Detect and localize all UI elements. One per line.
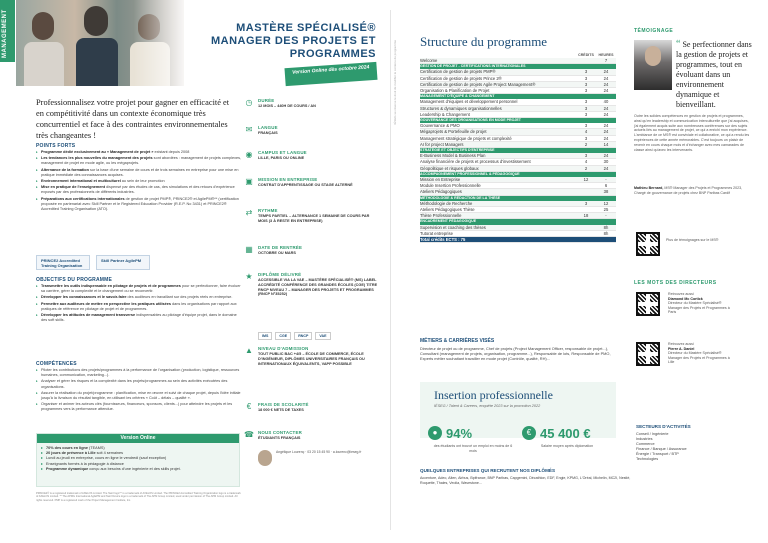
row-credits: 3 <box>576 69 596 75</box>
row-hours: 7 <box>596 58 616 64</box>
stat-salary-label: Salaire moyen après diplomation <box>540 444 594 448</box>
testimonial-signature: Mathieu Bernard, MS® Manager des Projets et Programmes 2023, Chargé de gouvernance de projets chez BNP Paribas Cardif <box>634 186 743 195</box>
accreditation-logo: RNCP <box>294 332 312 340</box>
mots-directeurs-heading: LES MOTS DES DIRECTEURS <box>634 280 717 286</box>
info-rentree: ▦ DATE DE RENTRÉE OCTOBRE OU MARS <box>245 245 303 255</box>
list-item: Industries <box>636 437 653 441</box>
row-label: ACCOMPAGNEMENT PROFESSIONNEL & PÉDAGOGIQUE <box>420 171 576 177</box>
list-item: ▸ Programme dédié exclusivement au « Management de projet » existant depuis 2008 <box>36 150 242 155</box>
info-frais: € FRAIS DE SCOLARITÉ 18 000 € NETS DE TAXES <box>244 400 382 430</box>
list-item: Commerce <box>636 442 655 446</box>
row-hours: 14 <box>596 141 616 147</box>
contact-icon: ☎ <box>244 430 254 439</box>
temoignage-heading: TÉMOIGNAGE <box>634 28 674 34</box>
competences-list <box>36 368 242 414</box>
row-label: Méthodologie de Recherche <box>420 201 576 207</box>
row-credits: 3 <box>576 201 596 207</box>
table-total-row <box>420 237 616 243</box>
list-item: ▸ Organiser et animer les acteurs clés (fournisseurs, financeurs, sponsors, clients...) pour atteindre les projets et les programmes vers la performance attendue. <box>36 402 242 412</box>
row-label: Certification de gestion de projets Agile Project Management® <box>420 81 576 87</box>
row-label: Géopolitique et risques globaux <box>420 165 576 171</box>
certification-logos <box>36 255 156 271</box>
pin-icon: ◉ <box>245 150 253 159</box>
row-hours: 8h <box>596 225 616 231</box>
credits-column-header: CRÉDITS <box>578 53 594 57</box>
title-line-3: PROGRAMMES <box>289 48 376 60</box>
accreditation-logo: VAE <box>315 332 330 340</box>
row-credits: 18 <box>576 213 596 219</box>
people-icon: ● <box>428 426 442 440</box>
testimonial-quote: “ Se perfectionner dans la gestion de projets et programmes, tout en évoluant dans un environnement dynamique et bienveillant. <box>676 39 752 109</box>
stat-salary <box>522 424 614 464</box>
row-hours: 24 <box>596 135 616 141</box>
points-forts-heading: POINTS FORTS <box>36 143 76 149</box>
row-label: GESTION DE PROJET - CERTIFICATIONS INTERNATIONALES <box>420 64 576 70</box>
list-item: Technologies <box>636 457 659 461</box>
row-label: Certification de gestion de projets PMP® <box>420 69 576 75</box>
list-item: ▸ Les tendances les plus nouvelles du management des projets sont abordées : management de projets complexes, management de projet en mode agile, ou les mégaprojets. <box>36 156 242 166</box>
title-line-2: MANAGER DES PROJETS ET <box>210 35 376 47</box>
info-duree: ◷ DURÉE 12 MOIS – 440H DE COURS / AN <box>245 98 316 108</box>
stat-employment-label: des étudiants ont trouvé un emploi en moins de 6 mois <box>433 444 513 453</box>
row-credits <box>576 237 596 243</box>
row-label: Organisation & Planification de Projet <box>420 88 576 94</box>
row-credits: 3 <box>576 81 596 87</box>
list-item: ▸ 70% des cours en ligne (TEAMS) <box>41 446 237 451</box>
metiers-text: Directeur de projet ou de programme, Chef de projets (Project Management Officer, responsable de projet...), Consultant (management de projets, organisation, programme...), Responsable de lots, Responsable de PMO, Experts métier souhaitant travailler en mode projet (Contrôle, qualité, RH)... <box>420 346 611 362</box>
insertion-heading: Insertion professionnelle <box>434 388 553 402</box>
row-label: Management stratégique de projets et complexité <box>420 135 576 141</box>
testimonial-text: Outre les solides compétences en gestion de projets et programmes, ainsi qu'en leadership et communication interculturelle que j'ai acquises, j'ai également acquis suite aux nombreuses conférences sur des sujets actuels liés au management de projet, ce qui a enrichi mon expérience. L'ambiance de ce MS® est conviviale et collaborative, ce qui a rendu les expériences de cette année mémorables. C'est toujours un plaisir de revenir en cours chaque mois et d'échanger avec mes camarades de classe ainsi qu'avec les intervenants. <box>634 114 750 152</box>
points-forts-list <box>36 150 242 213</box>
row-label: Structures & dynamiques organisationnelles <box>420 105 576 111</box>
accreditation-logo: IMS <box>258 332 272 340</box>
row-credits: 3 <box>576 111 596 117</box>
objectifs-list <box>36 284 242 324</box>
row-hours: 24 <box>596 69 616 75</box>
graduation-icon: ▲ <box>245 346 253 355</box>
version-online-list <box>41 446 237 472</box>
page-title <box>211 22 376 61</box>
quote-mark-icon: “ <box>676 39 681 50</box>
row-credits: 2 <box>576 141 596 147</box>
briefcase-icon: ▣ <box>245 177 253 186</box>
row-label: Ateliers Pédagogiques <box>420 189 576 195</box>
list-item: ▸ Transmettre les outils indispensable en pilotage de projets et de programmes pour se perfectionner, faire évoluer sa carrière, gérer la complexité et le changement ou se reconvertir. <box>36 284 242 294</box>
row-credits: 3 <box>576 105 596 111</box>
info-admission: ▲ NIVEAU D'ADMISSION TOUT PUBLIC BAC +4/5 – ÉCOLE DE COMMERCE, ÉCOLE D'INGÉNIEUR, DIPLÔMES UNIVERSITAIRES FRANÇAIS OU INTERNATIONAUX ÉQUIVALENTS, VAPP POSSIBLE <box>245 346 365 366</box>
info-mission: ▣ MISSION EN ENTREPRISE CONTRAT D'APPRENTISSAGE OU STAGE ALTERNÉ <box>245 177 353 187</box>
row-hours: 24 <box>596 111 616 117</box>
stat-salary-value: 45 400 € <box>540 426 591 441</box>
row-label: GOUVERNANCE DES ORGANISATIONS EN MODE PROJET <box>420 118 576 124</box>
testimonial-photo <box>634 40 672 90</box>
row-label: Leadership & Changement <box>420 111 576 117</box>
row-credits: 3 <box>576 135 596 141</box>
stat-employment-value: 94% <box>446 426 473 441</box>
companies-text: Accenture, Adeo, Alten, Airbus, Bpifrance, BNP Paribas, Capgemini, Décathlon, EDF, Engie, KPMG, L'Oréal, Michelin, MC2I, Nestlé, Roquette, Thales, Veolia, Wavestone... <box>420 476 631 485</box>
info-langue: ✉ LANGUE FRANÇAIS <box>245 125 278 135</box>
info-rythme: ⇄ RYTHME TEMPS PARTIEL – ALTERNANCE 1 SEMAINE DE COURS PAR MOIS (3 À RESTE EN ENTREPRISE) <box>245 208 370 223</box>
programme-title: Structure du programme <box>420 34 548 49</box>
row-credits: 3 <box>576 153 596 159</box>
online-ribbon: Version Online dès octobre 2024 <box>284 62 377 86</box>
metiers-heading: MÉTIERS & CARRIÈRES VISÉS <box>420 338 495 344</box>
info-campus: ◉ CAMPUS ET LANGUE LILLE, PARIS OU ONLINE <box>245 150 307 160</box>
category-tab-label: MANAGEMENT <box>2 9 8 58</box>
row-hours: - <box>596 213 616 219</box>
accreditation-logos <box>258 324 382 338</box>
qr-code-director-2[interactable] <box>636 342 660 366</box>
page-fold <box>390 10 391 530</box>
clock-icon: ◷ <box>245 98 253 107</box>
hours-column-header: HEURES <box>598 53 614 57</box>
row-hours: - <box>596 177 616 183</box>
row-hours: 24 <box>596 105 616 111</box>
row-label: Supervision et coaching des thèses <box>420 225 576 231</box>
qr-code-director-1[interactable] <box>636 292 660 316</box>
table-row <box>420 159 616 165</box>
info-diplome: ★ DIPLÔME DÉLIVRÉ ACCESSIBLE VIA LA VAE – MASTÈRE SPÉCIALISÉ® (MS) LABEL ACCRÉDITÉ CONFÉRENCE DES GRANDES ÉCOLES (CGE) TITRE RNCP NIVEAU 7 – MANAGER DES PROJETS ET PROGRAMMES (RNCP N°35252) <box>245 272 378 297</box>
list-item: ▸ Alternance de la formation sur la base d'une semaine de cours et de trois semaines en entreprise pour une mise en pratique immédiate des connaissances acquises. <box>36 168 242 178</box>
list-item: ▸ Lundi au jeudi en entreprise, cours en ligne le vendredi (sauf exception) <box>41 456 237 461</box>
version-online-heading: Version Online <box>37 434 239 443</box>
footnote: PRINCE2® is a registered trademark of AXELOS Limited. The Swirl logo™ is a trademark of AXELOS Limited. The PRINCE2 Accredited Training Organization logo is a trademark of AXELOS Limited. ** The APMG International AgilePM and Swirl Device logo is a trademark of The APM Group Limited, used under permission of The APM Group Limited. All rights reserved. PMP is a registered mark of the Project Management Institute, Inc. <box>36 492 241 502</box>
row-label: Mégaprojets & Portefeuille de projet <box>420 129 576 135</box>
list-item: ▸ Enseignants formés à la pédagogie à distance <box>41 462 237 467</box>
row-label: Welcome <box>420 58 576 64</box>
row-credits: 4 <box>576 159 596 165</box>
calendar-icon: ▦ <box>245 245 253 254</box>
prince2-logo: PRINCE2 Accredited Training Organisation <box>36 255 90 270</box>
list-item: ▸ Programme dynamique conçu aux besoins d'une ingénierie et des skills projet. <box>41 467 237 472</box>
row-credits: 2 <box>576 165 596 171</box>
list-item: Finance / Banque / Assurance <box>636 447 687 451</box>
row-label: MÉTHODOLOGIE & RÉDACTION DE LA THÈSE <box>420 195 576 201</box>
list-item: ▸ 20 jours de présence à Lille soit 4 semaines <box>41 451 237 456</box>
row-hours: 24 <box>596 153 616 159</box>
row-hours: 30 <box>596 159 616 165</box>
row-credits: 4 <box>576 129 596 135</box>
row-label: AI for project Managers <box>420 141 576 147</box>
row-hours: 24 <box>596 75 616 81</box>
row-label: Thèse Professionnelle <box>420 213 576 219</box>
title-line-1: MASTÈRE SPÉCIALISÉ® <box>236 22 376 34</box>
intro-text: Professionnalisez votre projet pour gagner en efficacité et en compétitivité dans un contexte économique très concurrentiel et face à des contraintes environnementales très changeantes ! <box>36 98 230 140</box>
row-hours: 8h <box>596 230 616 236</box>
list-item: ▸ Assurer la réalisation du projet/programme : planification, mise en œuvre et suivi de chaque projet, depuis l'idée initiale jusqu'à la livraison du résultat tangible, en utilisant les critères « Coût – délais – qualité ». <box>36 391 242 401</box>
contact-avatar <box>258 450 272 466</box>
insertion-source: IÉSEG / Talent & Careers, enquête 2023 sur la promotion 2022 <box>434 404 541 408</box>
row-hours <box>596 237 616 243</box>
programme-table <box>420 52 616 243</box>
row-label: Ateliers Pédagogiques Thèse <box>420 207 576 213</box>
row-hours: 24 <box>596 88 616 94</box>
row-label: ENCADREMENT PÉDAGOGIQUE <box>420 219 576 225</box>
table-row <box>420 81 616 87</box>
list-item: Énergie / Transport / BTP <box>636 452 679 456</box>
list-item: ▸ Mise en pratique de l'enseignement dispensé par des études de cas, des simulations et des retours d'expérience exposés par des professionnels de différents industries. <box>36 185 242 195</box>
row-hours: 38 <box>596 189 616 195</box>
row-hours: 24 <box>596 165 616 171</box>
speech-icon: ✉ <box>245 125 253 134</box>
qr-testimonials-label: Plus de témoignages sur le MS® <box>666 238 719 242</box>
stat-employment <box>428 424 520 464</box>
side-note: IÉSEG se réserve le droit de modifier le contenu du programme <box>393 40 397 125</box>
coins-icon: € <box>522 426 536 440</box>
rhythm-icon: ⇄ <box>245 208 253 217</box>
row-label: E-Business Model & Business Plan <box>420 153 576 159</box>
row-label: MANAGEMENT D'ÉQUIPE & CHANGEMENT <box>420 94 576 100</box>
row-hours: 25 <box>596 207 616 213</box>
row-hours: 6 <box>596 183 616 189</box>
director-2-text: Retrouvez aussi Pierre A. Daniel Directeur du Mastère Spécialisé® Manager des Projets et Programmes à Lille <box>668 342 730 365</box>
row-label: Total crédits ECTS : 75 <box>420 237 576 243</box>
secteurs-list <box>636 432 746 462</box>
list-item: ▸ Permettre aux auditeurs de mettre en perspective les pratiques utilisées dans les organisations par rapport aux pratiques de référence en pilotage de projet et de programmes. <box>36 302 242 312</box>
row-label: Management d'équipes et développement personnel <box>420 99 576 105</box>
row-label: Tutorat entreprise <box>420 230 576 236</box>
money-icon: € <box>246 402 252 411</box>
row-credits: 12 <box>576 177 596 183</box>
qr-code-testimonials[interactable] <box>636 232 660 256</box>
students-photo <box>16 0 184 86</box>
row-credits: 3 <box>576 75 596 81</box>
version-online-box <box>36 433 240 487</box>
list-item: ▸ Piloter les contributions des projets/programmes à la performance de l'organisation (production, logistique, ressources humaines, communication, marketing...). <box>36 368 242 378</box>
row-hours: 40 <box>596 99 616 105</box>
competences-heading: COMPÉTENCES <box>36 361 77 367</box>
accreditation-logo: CGE <box>275 332 291 340</box>
row-label: STRATÉGIE ET OBJECTIFS D'ENTREPRISE <box>420 148 576 154</box>
category-tab <box>0 0 15 62</box>
row-credits: 3 <box>576 88 596 94</box>
list-item: ▸ Préparations aux certifications internationales de gestion de projet PMP®, PRINCE2® et AgilePM®** (certification proposée en partenariat avec Skill Partner et le Registered Education Provider (R.E.P. No 3431) et PRINCE2® Accredited Training Organisation (ATO). <box>36 197 242 213</box>
row-credits: 3 <box>576 99 596 105</box>
row-hours: 24 <box>596 129 616 135</box>
contact-details[interactable]: Angélique Lourenç · 03 20 15 45 90 · a.lourenc@ieseg.fr <box>276 450 362 454</box>
row-label: Module Insertion Professionnelle <box>420 183 576 189</box>
secteurs-heading: SECTEURS D'ACTIVITÉS <box>636 424 691 429</box>
info-contact: ☎ NOUS CONTACTER ÉTUDIANTS FRANÇAIS <box>244 430 302 440</box>
row-label: Gouvernance & PMO <box>420 123 576 129</box>
objectifs-heading: OBJECTIFS DU PROGRAMME <box>36 277 113 283</box>
agilepm-logo: Skill Partner AgilePM <box>96 255 150 270</box>
list-item: ▸ Développer les attitudes de management transverse indispensables au pilotage d'équipe projet, dans le domaine des soft skills. <box>36 313 242 323</box>
row-credits: 3 <box>576 123 596 129</box>
list-item: ▸ Développer les connaissances et le savoir-faire des auditeurs en travaillant sur des projets réels en entreprise. <box>36 295 242 300</box>
row-label: Analyse financière de projets et processus d'investissement <box>420 159 576 165</box>
row-label: Certification de gestion de projets Prince 2® <box>420 75 576 81</box>
list-item: Conseil / Ingénierie <box>636 432 669 436</box>
companies-heading: QUELQUES ENTREPRISES QUI RECRUTENT NOS DIPLÔMÉS <box>420 468 556 473</box>
row-hours: 24 <box>596 123 616 129</box>
list-item: ▸ Environnement international et multiculturel au sein de leur promotion <box>36 179 242 184</box>
row-hours: 12 <box>596 201 616 207</box>
row-hours: 24 <box>596 81 616 87</box>
row-label: Mission en Entreprise <box>420 177 576 183</box>
list-item: ▸ Analyser et gérer les risques et la complexité dans les projets/programmes au sein des activités exécutées des organisations. <box>36 379 242 389</box>
director-1-text: Retrouvez aussi Diamond Mc Cortick Directeur du Mastère Spécialisé® Manager des Projets et Programmes à Paris <box>668 292 730 315</box>
diploma-icon: ★ <box>245 272 253 281</box>
